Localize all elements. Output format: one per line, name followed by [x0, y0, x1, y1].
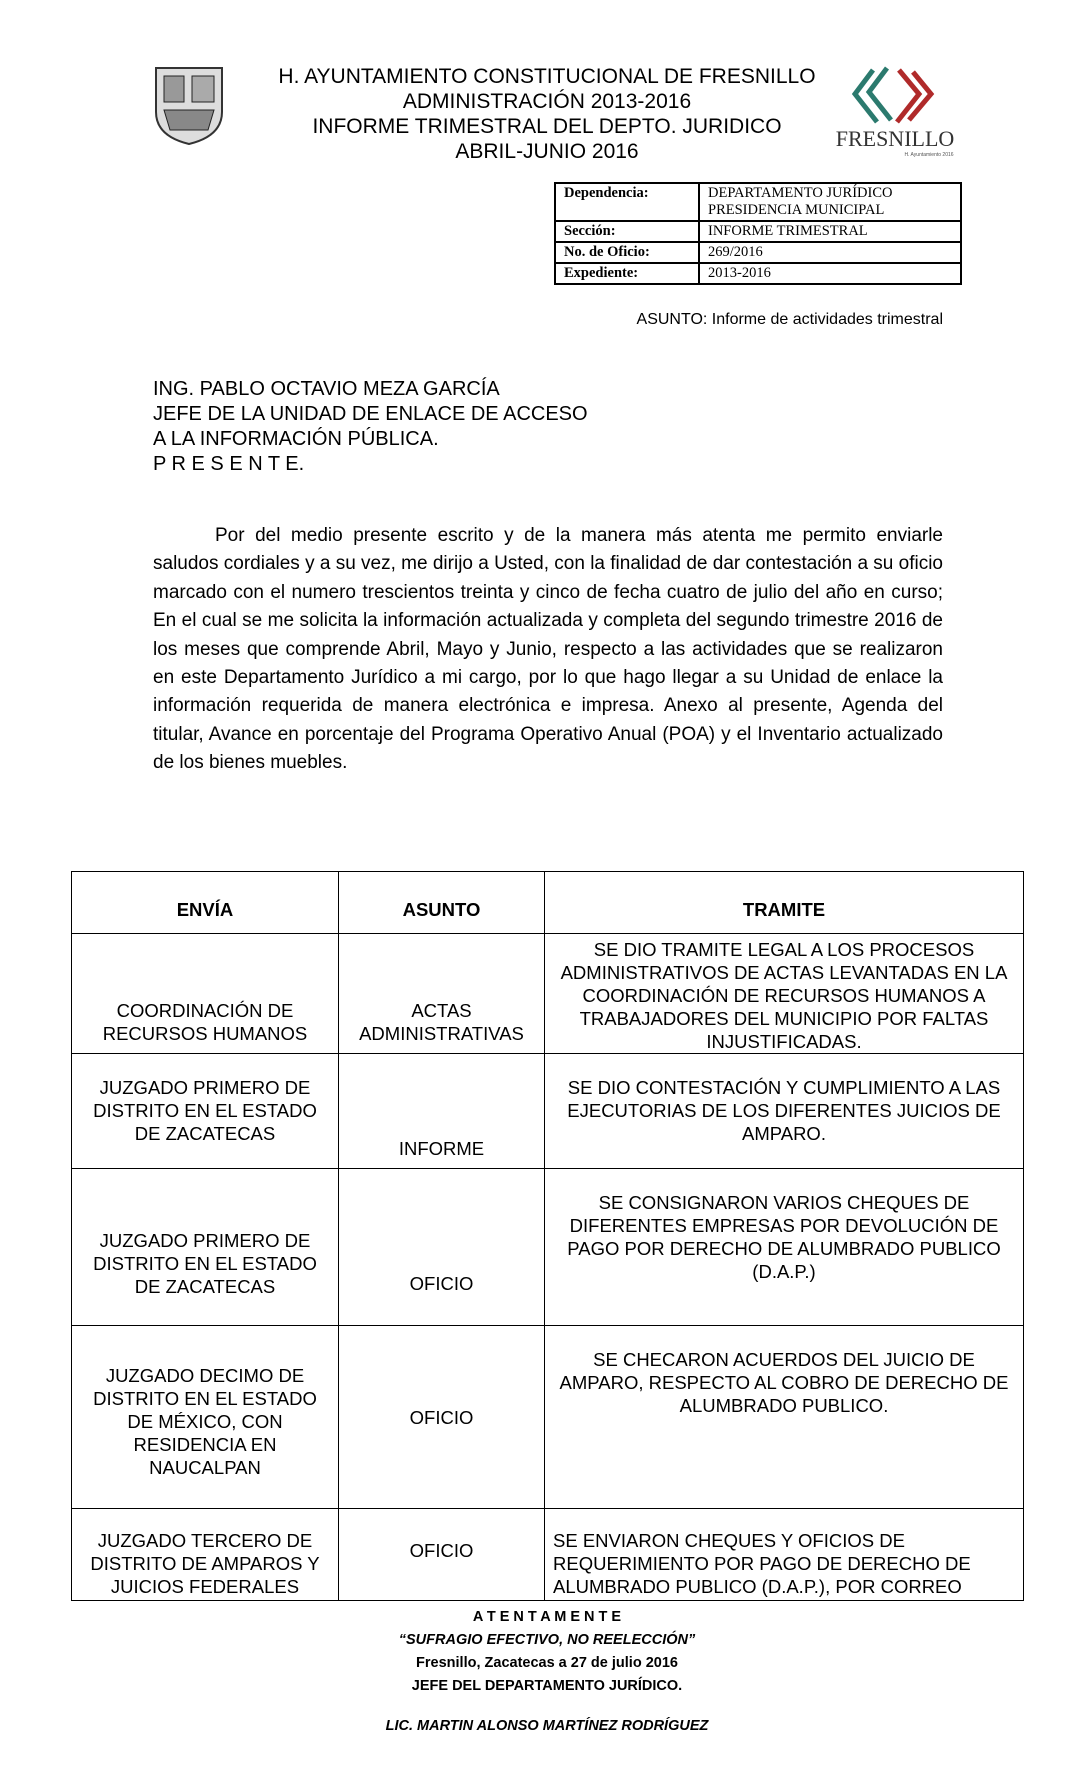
- addressee-block: [153, 377, 588, 477]
- document-header: [200, 64, 894, 164]
- cell-subject: ACTAS ADMINISTRATIVAS: [339, 934, 545, 1054]
- cell-subject: INFORME: [339, 1054, 545, 1169]
- closing-text: A T E N T A M E N T E: [472, 1609, 622, 1625]
- cell-sender: JUZGADO PRIMERO DE DISTRITO EN EL ESTADO DE ZACATECAS: [72, 1169, 339, 1326]
- cell-subject: OFICIO: [339, 1509, 545, 1601]
- header-line: ABRIL-JUNIO 2016: [455, 140, 639, 163]
- place-date: Fresnillo, Zacatecas a 27 de julio 2016: [416, 1655, 678, 1671]
- info-row: Dependencia: DEPARTAMENTO JURÍDICO PRESIDENCIA MUNICIPAL: [555, 183, 961, 221]
- cell-procedure: SE CONSIGNARON VARIOS CHEQUES DE DIFERENTES EMPRESAS POR DEVOLUCIÓN DE PAGO POR DERECHO DE ALUMBRADO PUBLICO (D.A.P.): [545, 1169, 1024, 1326]
- cell-sender: JUZGADO DECIMO DE DISTRITO EN EL ESTADO DE MÉXICO, CON RESIDENCIA EN NAUCALPAN: [72, 1326, 339, 1509]
- header-line: H. AYUNTAMIENTO CONSTITUCIONAL DE FRESNILLO: [278, 65, 816, 88]
- fresnillo-logo-icon: [835, 64, 955, 158]
- signer-name: LIC. MARTIN ALONSO MARTÍNEZ RODRÍGUEZ: [385, 1718, 709, 1734]
- info-row: Expediente: 2013-2016: [555, 263, 961, 284]
- cell-procedure: SE ENVIARON CHEQUES Y OFICIOS DE REQUERIMIENTO POR PAGO DE DERECHO DE ALUMBRADO PUBLICO (D.A.P.), POR CORREO: [545, 1509, 1024, 1601]
- header-line: INFORME TRIMESTRAL DEL DEPTO. JURIDICO: [312, 115, 782, 138]
- column-header: TRAMITE: [545, 872, 1024, 934]
- table-row: [72, 1169, 1024, 1326]
- svg-text:FRESNILLO: FRESNILLO: [835, 126, 955, 151]
- table-row: [72, 1326, 1024, 1509]
- table-row: [72, 934, 1024, 1054]
- table-header-row: [72, 872, 1024, 934]
- addressee-title: A LA INFORMACIÓN PÚBLICA.: [153, 428, 439, 450]
- body-paragraph: Por del medio presente escrito y de la manera más atenta me permito enviarle saludos cordiales y a su vez, me dirijo a Usted, con la finalidad de dar contestación a su oficio marcado con el numero trescientos treinta y cinco de fecha cuatro de julio del año en curso; En el cual se me solicita la información actualizada y completa del segundo trimestre 2016 de los meses que comprende Abril, Mayo y Junio, respecto a las actividades que se realizaron en este Departamento Jurídico a mi cargo, por lo que hago llegar a su Unidad de enlace la información requerida de manera electrónica e impresa. Anexo al presente, Agenda del titular, Avance en porcentaje del Programa Operativo Anual (POA) y el Inventario actualizado de los bienes muebles.: [153, 525, 943, 774]
- column-header: ASUNTO: [339, 872, 545, 934]
- closing-block: [300, 1606, 794, 1698]
- cell-sender: COORDINACIÓN DE RECURSOS HUMANOS: [72, 934, 339, 1054]
- addressee-salutation: P R E S E N T E.: [153, 453, 305, 475]
- cell-sender: JUZGADO TERCERO DE DISTRITO DE AMPAROS Y JUICIOS FEDERALES: [72, 1509, 339, 1601]
- svg-text:H. Ayuntamiento 2016: H. Ayuntamiento 2016: [904, 152, 954, 158]
- document-info-table: [554, 182, 962, 285]
- cell-procedure: SE DIO TRAMITE LEGAL A LOS PROCESOS ADMINISTRATIVOS DE ACTAS LEVANTADAS EN LA COORDINACIÓN DE RECURSOS HUMANOS A TRABAJADORES DEL MUNICIPIO POR FALTAS INJUSTIFICADAS.: [545, 934, 1024, 1054]
- cell-procedure: SE CHECARON ACUERDOS DEL JUICIO DE AMPARO, RESPECTO AL COBRO DE DERECHO DE ALUMBRADO PUBLICO.: [545, 1326, 1024, 1509]
- cell-sender: JUZGADO PRIMERO DE DISTRITO EN EL ESTADO DE ZACATECAS: [72, 1054, 339, 1169]
- table-row: [72, 1054, 1024, 1169]
- signer-title: JEFE DEL DEPARTAMENTO JURÍDICO.: [411, 1678, 683, 1694]
- addressee-name: ING. PABLO OCTAVIO MEZA GARCÍA: [153, 378, 500, 400]
- addressee-title: JEFE DE LA UNIDAD DE ENLACE DE ACCESO: [153, 403, 588, 425]
- header-line: ADMINISTRACIÓN 2013-2016: [402, 90, 692, 113]
- info-row: No. de Oficio: 269/2016: [555, 242, 961, 263]
- subject-line: ASUNTO: Informe de actividades trimestral: [636, 311, 943, 328]
- column-header: ENVÍA: [72, 872, 339, 934]
- cell-procedure: SE DIO CONTESTACIÓN Y CUMPLIMIENTO A LAS EJECUTORIAS DE LOS DIFERENTES JUICIOS DE AMPARO.: [545, 1054, 1024, 1169]
- table-row: [72, 1509, 1024, 1601]
- cell-subject: OFICIO: [339, 1326, 545, 1509]
- motto: “SUFRAGIO EFECTIVO, NO REELECCIÓN”: [398, 1632, 696, 1648]
- activities-table: [71, 871, 1024, 1601]
- info-row: Sección: INFORME TRIMESTRAL: [555, 221, 961, 242]
- cell-subject: OFICIO: [339, 1169, 545, 1326]
